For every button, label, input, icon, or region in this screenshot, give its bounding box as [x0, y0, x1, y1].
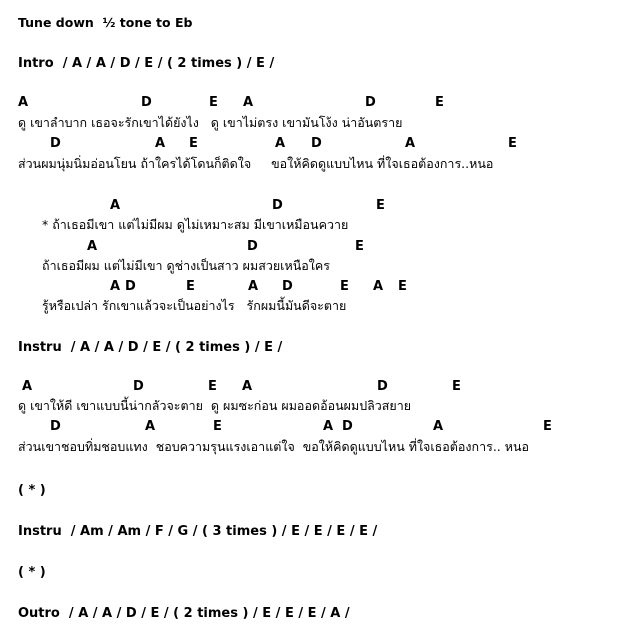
- chorus-repeat-marker: ( * ): [18, 565, 46, 580]
- chord: D: [342, 419, 353, 434]
- chord: E: [398, 279, 407, 294]
- lyric-line: ดู เขาให้ดี เขาแบบนี้น่ากลัวจะตาย ดู ผมซะก่อน ผมออดอ้อนผมปลิวสยาย: [18, 398, 412, 413]
- chord: A: [275, 136, 286, 151]
- chord: A: [110, 279, 121, 294]
- chord: E: [208, 379, 217, 394]
- chord: A: [87, 239, 98, 254]
- chord: D: [272, 198, 283, 213]
- chord: E: [186, 279, 195, 294]
- lyric-line: ดู เขาลำบาก เธอจะรักเขาได้ยังไง ดู เขาไม่ตรง เขามันโง้ง น่าอันตราย: [18, 115, 403, 130]
- chord: E: [340, 279, 349, 294]
- chord: A: [405, 136, 416, 151]
- chord: A: [145, 419, 156, 434]
- chord: D: [50, 419, 61, 434]
- chord: E: [213, 419, 222, 434]
- chord: E: [452, 379, 461, 394]
- chord: E: [376, 198, 385, 213]
- tuning-note: Tune down ½ tone to Eb: [18, 15, 193, 30]
- chord: E: [209, 95, 218, 110]
- chord: D: [311, 136, 322, 151]
- chord: D: [247, 239, 258, 254]
- instru-line: Instru / Am / Am / F / G / ( 3 times ) / E / E / E / E /: [18, 524, 378, 539]
- chorus-lyric-line: * ถ้าเธอมีเขา แต่ไม่มีผม ดูไม่เหมาะสม มีเขาเหมือนควาย: [42, 217, 349, 232]
- chord: A: [248, 279, 259, 294]
- chord: D: [133, 379, 144, 394]
- chord: E: [543, 419, 552, 434]
- chord: A: [242, 379, 253, 394]
- chord: A: [22, 379, 33, 394]
- chord: A: [110, 198, 121, 213]
- chord: A: [433, 419, 444, 434]
- chord: A: [155, 136, 166, 151]
- chord: E: [435, 95, 444, 110]
- chord: A: [323, 419, 334, 434]
- chord: E: [189, 136, 198, 151]
- chorus-repeat-marker: ( * ): [18, 483, 46, 498]
- chord: E: [508, 136, 517, 151]
- chord: D: [125, 279, 136, 294]
- chord: D: [141, 95, 152, 110]
- lyric-line: รู้หรือเปล่า รักเขาแล้วจะเป็นอย่างไร รักผมนี้มันดีจะตาย: [42, 298, 347, 313]
- chord: A: [18, 95, 29, 110]
- lyric-line: ส่วนเขาชอบทิ่มชอบแทง ชอบความรุนแรงเอาแต่ใจ ขอให้คิดดูแบบไหน ที่ใจเธอต้องการ.. หนอ: [18, 439, 530, 454]
- chord: D: [282, 279, 293, 294]
- chord: D: [50, 136, 61, 151]
- lyric-line: ส่วนผมนุ่มนิ่มอ่อนโยน ถ้าใครได้โดนก็ติดใจ ขอให้คิดดูแบบไหน ที่ใจเธอต้องการ..หนอ: [18, 156, 494, 171]
- lyric-line: ถ้าเธอมีผม แต่ไม่มีเขา ดูช่างเป็นสาว ผมสวยเหนือใคร: [42, 258, 330, 273]
- chord: D: [365, 95, 376, 110]
- intro-line: Intro / A / A / D / E / ( 2 times ) / E /: [18, 56, 275, 71]
- chord: E: [355, 239, 364, 254]
- outro-line: Outro / A / A / D / E / ( 2 times ) / E / E / E / A /: [18, 606, 350, 621]
- chord: A: [373, 279, 384, 294]
- chord: D: [377, 379, 388, 394]
- chord: A: [243, 95, 254, 110]
- instru-line: Instru / A / A / D / E / ( 2 times ) / E /: [18, 340, 283, 355]
